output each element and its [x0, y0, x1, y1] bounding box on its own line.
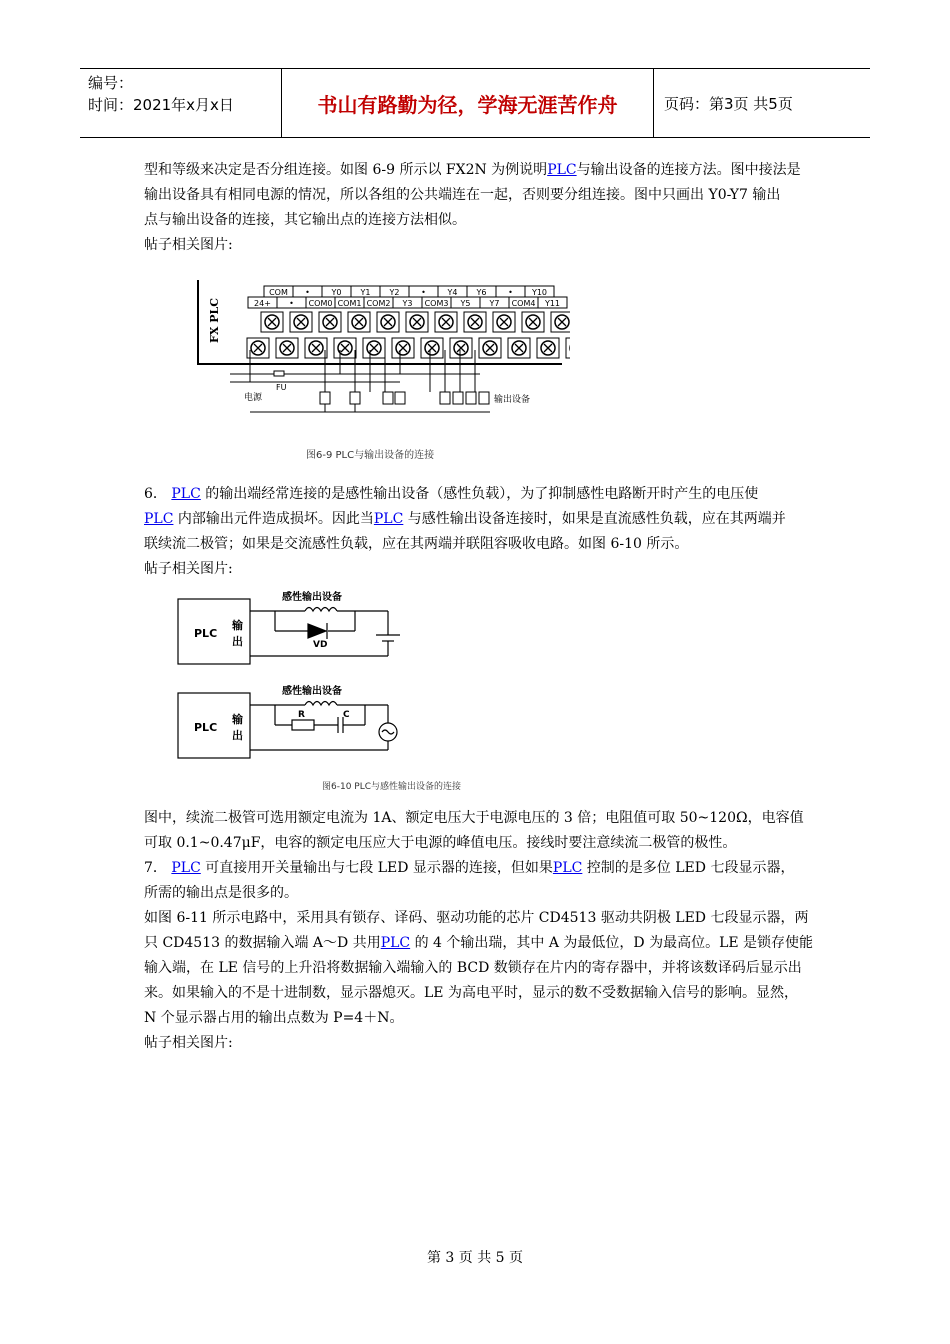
terminal-label-bottom: Y11	[544, 299, 561, 308]
figure-6-9-caption: 图6-9 PLC与输出设备的连接	[306, 450, 435, 461]
diode-label: VD	[313, 640, 328, 650]
load-label: 感性输出设备	[282, 592, 342, 603]
paragraph-2	[144, 482, 824, 582]
power-label: 电源	[244, 393, 263, 403]
plc-link[interactable]: PLC	[380, 935, 411, 951]
text-line: 与感性输出设备连接时，如果是直流感性负载，应在其两端并	[407, 511, 786, 527]
terminal-label-bottom: Y3	[402, 299, 413, 308]
terminal-label-top: Y6	[476, 288, 487, 297]
text-line: 与输出设备的连接方法。图中接法是	[576, 162, 801, 178]
plc-link[interactable]: PLC	[547, 162, 577, 178]
page-header	[80, 68, 870, 138]
page-footer: 第 3 页 共 5 页	[426, 1250, 524, 1266]
plc-link[interactable]: PLC	[144, 511, 174, 527]
text-line: 只 CD4513 的数据输入端 A～D 共用	[144, 935, 381, 951]
text-line: 所需的输出点是很多的。	[144, 885, 298, 901]
terminal-label-bottom: COM4	[511, 299, 536, 308]
terminal-label-bottom: COM0	[308, 299, 333, 308]
resistor-label: R	[298, 710, 305, 720]
terminal-label-top: Y1	[360, 288, 371, 297]
text-line: 控制的是多位 LED 七段显示器，	[586, 860, 795, 876]
text-line: 点与输出设备的连接，其它输出点的连接方法相似。	[144, 212, 466, 228]
paragraph-1	[144, 158, 824, 258]
terminal-label-bottom: •	[289, 299, 294, 308]
text-line: 可取 0.1~0.47μF，电容的额定电压应大于电源的峰值电压。接线时要注意续流二极管的极性。	[144, 835, 737, 851]
header-page-label: 页码：第3页 共5页	[664, 94, 793, 113]
text-line: 图中，续流二极管可选用额定电流为 1A、额定电压大于电源电压的 3 倍；电阻值可取 50~120Ω，电容值	[144, 810, 804, 826]
terminal-label-top: COM	[269, 288, 288, 297]
text-line: 输出设备具有相同电源的情况，所以各组的公共端连在一起，否则要分组连接。图中只画出 Y0-Y7 输出	[144, 187, 781, 203]
plc-side-label: FX PLC	[208, 298, 221, 343]
output-label-1: 输	[232, 619, 243, 632]
terminal-labels-bottom	[248, 297, 567, 308]
text-line: 的 4 个输出瑞，其中 A 为最低位，D 为最高位。LE 是锁存使能	[414, 935, 814, 951]
time-label: 时间：2021年x月x日	[88, 96, 234, 114]
wiring	[230, 350, 490, 412]
terminal-label-bottom: Y7	[489, 299, 500, 308]
terminal-label-top: •	[421, 288, 426, 297]
terminal-label-bottom: COM1	[337, 299, 362, 308]
text-line: 帖子相关图片:	[144, 1035, 233, 1051]
terminal-label-top: Y2	[389, 288, 400, 297]
header-motto: 书山有路勤为径，学海无涯苦作舟	[282, 69, 654, 137]
terminal-label-bottom: Y5	[460, 299, 471, 308]
terminal-label-bottom: COM3	[424, 299, 449, 308]
plc-link[interactable]: PLC	[171, 860, 201, 876]
terminal-label-top: Y4	[447, 288, 458, 297]
figure-6-9	[190, 278, 570, 428]
figure-6-10	[170, 585, 410, 775]
text-line: 可直接用开关量输出与七段 LED 显示器的连接，但如果	[205, 860, 553, 876]
text-line: N 个显示器占用的输出点数为 P=4＋N。	[144, 1010, 404, 1026]
terminal-label-top: •	[508, 288, 513, 297]
list-number: 7．	[144, 860, 167, 876]
fuse-label: FU	[276, 383, 287, 392]
terminal-label-top: Y0	[331, 288, 342, 297]
figure-6-10-caption: 图6-10 PLC与感性输出设备的连接	[322, 782, 462, 792]
plc-box-label: PLC	[194, 721, 218, 734]
text-line: 帖子相关图片:	[144, 237, 233, 253]
terminal-label-bottom: COM2	[366, 299, 391, 308]
output-label-1: 输	[232, 713, 243, 726]
load-label: 感性输出设备	[282, 686, 342, 697]
terminal-label-top: Y10	[531, 288, 548, 297]
text-line: 如图 6-11 所示电路中，采用具有锁存、译码、驱动功能的芯片 CD4513 驱动共阴极 LED 七段显示器，两	[144, 910, 809, 926]
header-meta	[80, 69, 282, 137]
output-device-label: 输出设备	[494, 395, 531, 405]
text-line: 帖子相关图片:	[144, 561, 233, 577]
list-number: 6．	[144, 486, 167, 502]
number-label: 编号：	[88, 74, 134, 92]
text-line: 联续流二极管；如果是交流感性负载，应在其两端并联阻容吸收电路。如图 6-10 所示。	[144, 536, 689, 552]
output-label-2: 出	[232, 729, 243, 742]
plc-box-label: PLC	[194, 627, 218, 640]
output-label-2: 出	[232, 635, 243, 648]
terminal-labels-top	[264, 286, 554, 297]
plc-link[interactable]: PLC	[171, 486, 201, 502]
plc-link[interactable]: PLC	[373, 511, 404, 527]
text-line: 型和等级来决定是否分组连接。如图 6-9 所示以 FX2N 为例说明	[144, 162, 548, 178]
text-line: 的输出端经常连接的是感性输出设备（感性负载），为了抑制感性电路断开时产生的电压使	[205, 486, 759, 502]
text-line: 来。如果输入的不是十进制数，显示器熄灭。LE 为高电平时，显示的数不受数据输入信号的影响。显然，	[144, 985, 798, 1001]
capacitor-label: C	[343, 710, 350, 720]
terminal-label-bottom: 24+	[254, 299, 271, 308]
terminal-screws	[247, 312, 570, 358]
terminal-label-top: •	[305, 288, 310, 297]
paragraph-3	[144, 806, 824, 1056]
text-line: 输入端，在 LE 信号的上升沿将数据输入端输入的 BCD 数锁存在片内的寄存器中，并将该数译码后显示出	[144, 960, 802, 976]
plc-link[interactable]: PLC	[552, 860, 583, 876]
text-line: 内部输出元件造成损坏。因此当	[177, 511, 374, 527]
